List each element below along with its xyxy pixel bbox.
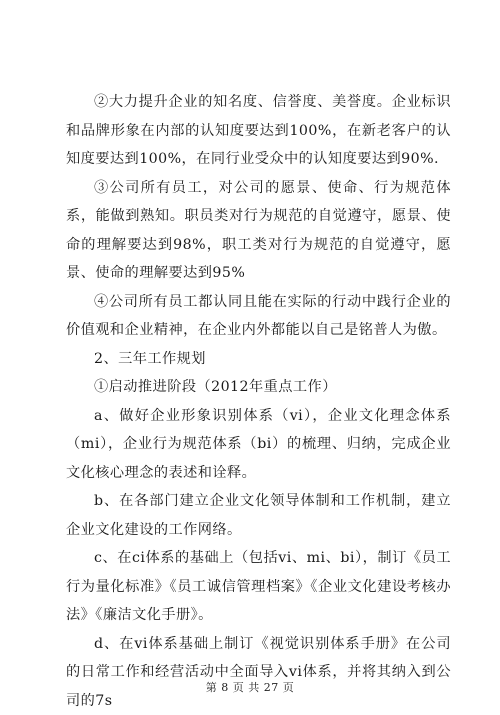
list-item-d: d、在vi体系基础上制订《视觉识别体系手册》在公司的日常工作和经营活动中全面导入vi体系，并将其纳入到公司的7s xyxy=(66,630,451,715)
paragraph-employee-identity: ④公司所有员工都认同且能在实际的行动中践行企业的价值观和企业精神，在企业内外都能以自己是铭普人为傲。 xyxy=(66,288,451,345)
document-body xyxy=(66,88,451,715)
paragraph-employee-awareness: ③公司所有员工，对公司的愿景、使命、行为规范体系，能做到熟知。职员类对行为规范的自觉遵守，愿景、使命的理解要达到98%，职工类对行为规范的自觉遵守，愿景、使命的理解要达到95% xyxy=(66,174,451,288)
section-heading-three-year-plan: 2、三年工作规划 xyxy=(66,345,451,374)
list-item-c: c、在ci体系的基础上（包括vi、mi、bi），制订《员工行为量化标准》《员工诚信管理档案》《企业文化建设考核办法》《廉洁文化手册》。 xyxy=(66,544,451,630)
paragraph-brand-awareness: ②大力提升企业的知名度、信誉度、美誉度。企业标识和品牌形象在内部的认知度要达到100%，在新老客户的认知度要达到100%，在同行业受众中的认知度要达到90%. xyxy=(66,88,451,174)
list-item-a: a、做好企业形象识别体系（vi），企业文化理念体系（mi），企业行为规范体系（bi）的梳理、归纳，完成企业文化核心理念的表述和诠释。 xyxy=(66,402,451,488)
list-item-b: b、在各部门建立企业文化领导体制和工作机制，建立企业文化建设的工作网络。 xyxy=(66,487,451,544)
page-number-footer: 第 8 页 共 27 页 xyxy=(0,679,500,695)
subsection-heading-launch-phase: ①启动推进阶段（2012年重点工作） xyxy=(66,373,451,402)
